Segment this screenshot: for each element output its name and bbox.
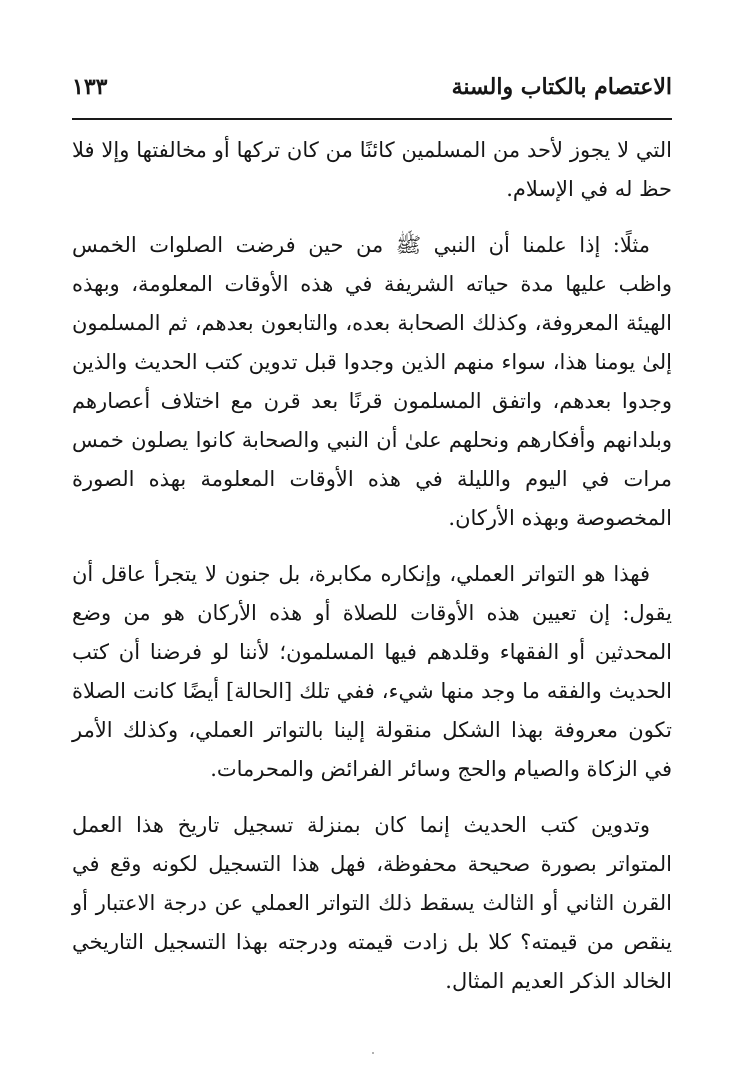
paragraph-3: فهذا هو التواتر العملي، وإنكاره مكابرة، بل جنون لا يتجرأ عاقل أن يقول: إن تعيين هذه الأوقات للصلاة أو هذه الأركان هو من وضع المحدثين أو الفقهاء وقلدهم فيها المسلمون؛ لأننا لو فرضنا أن كتب الحديث والفقه ما وجد منها شيء، ففي تلك [الحالة] أيضًا كانت الصلاة تكون معروفة بهذا الشكل منقولة إلينا بالتواتر العملي، وكذلك الأمر في الزكاة والصيام والحج وسائر الفرائض والمحرمات. xyxy=(72,562,672,781)
paragraph-1: التي لا يجوز لأحد من المسلمين كائنًا من كان تركها أو مخالفتها وإلا فلا حظ له في الإسلام. xyxy=(72,138,672,201)
page-number: ١٣٣ xyxy=(72,74,108,100)
paragraph-2: مثلًا: إذا علمنا أن النبي ﷺ من حين فرضت الصلوات الخمس واظب عليها مدة حياته الشريفة في هذه الأوقات المعلومة، وبهذه الهيئة المعروفة، وكذلك الصحابة بعده، والتابعون بعدهم، ثم المسلمون إلىٰ يومنا هذا، سواء منهم الذين وجدوا قبل تدوين كتب الحديث والذين وجدوا بعدهم، واتفق المسلمون قرنًا بعد قرن مع اختلاف أعصارهم وبلدانهم وأفكارهم ونحلهم علىٰ أن النبي والصحابة كانوا يصلون خمس مرات في اليوم والليلة في هذه الأوقات المعلومة بهذه الصورة المخصوصة وبهذه الأركان. xyxy=(72,233,672,530)
header-divider xyxy=(72,118,672,120)
header-title: الاعتصام بالكتاب والسنة xyxy=(451,74,672,100)
scan-speck xyxy=(372,1052,374,1054)
running-header xyxy=(72,70,672,110)
page-body xyxy=(72,131,672,1001)
paragraph-4: وتدوين كتب الحديث إنما كان بمنزلة تسجيل تاريخ هذا العمل المتواتر بصورة صحيحة محفوظة، فهل هذا التسجيل لكونه وقع في القرن الثاني أو الثالث يسقط ذلك التواتر العملي عن درجة الاعتبار أو ينقص من قيمته؟ كلا بل زادت قيمته ودرجته بهذا التسجيل التاريخي الخالد الذكر العديم المثال. xyxy=(72,813,672,993)
